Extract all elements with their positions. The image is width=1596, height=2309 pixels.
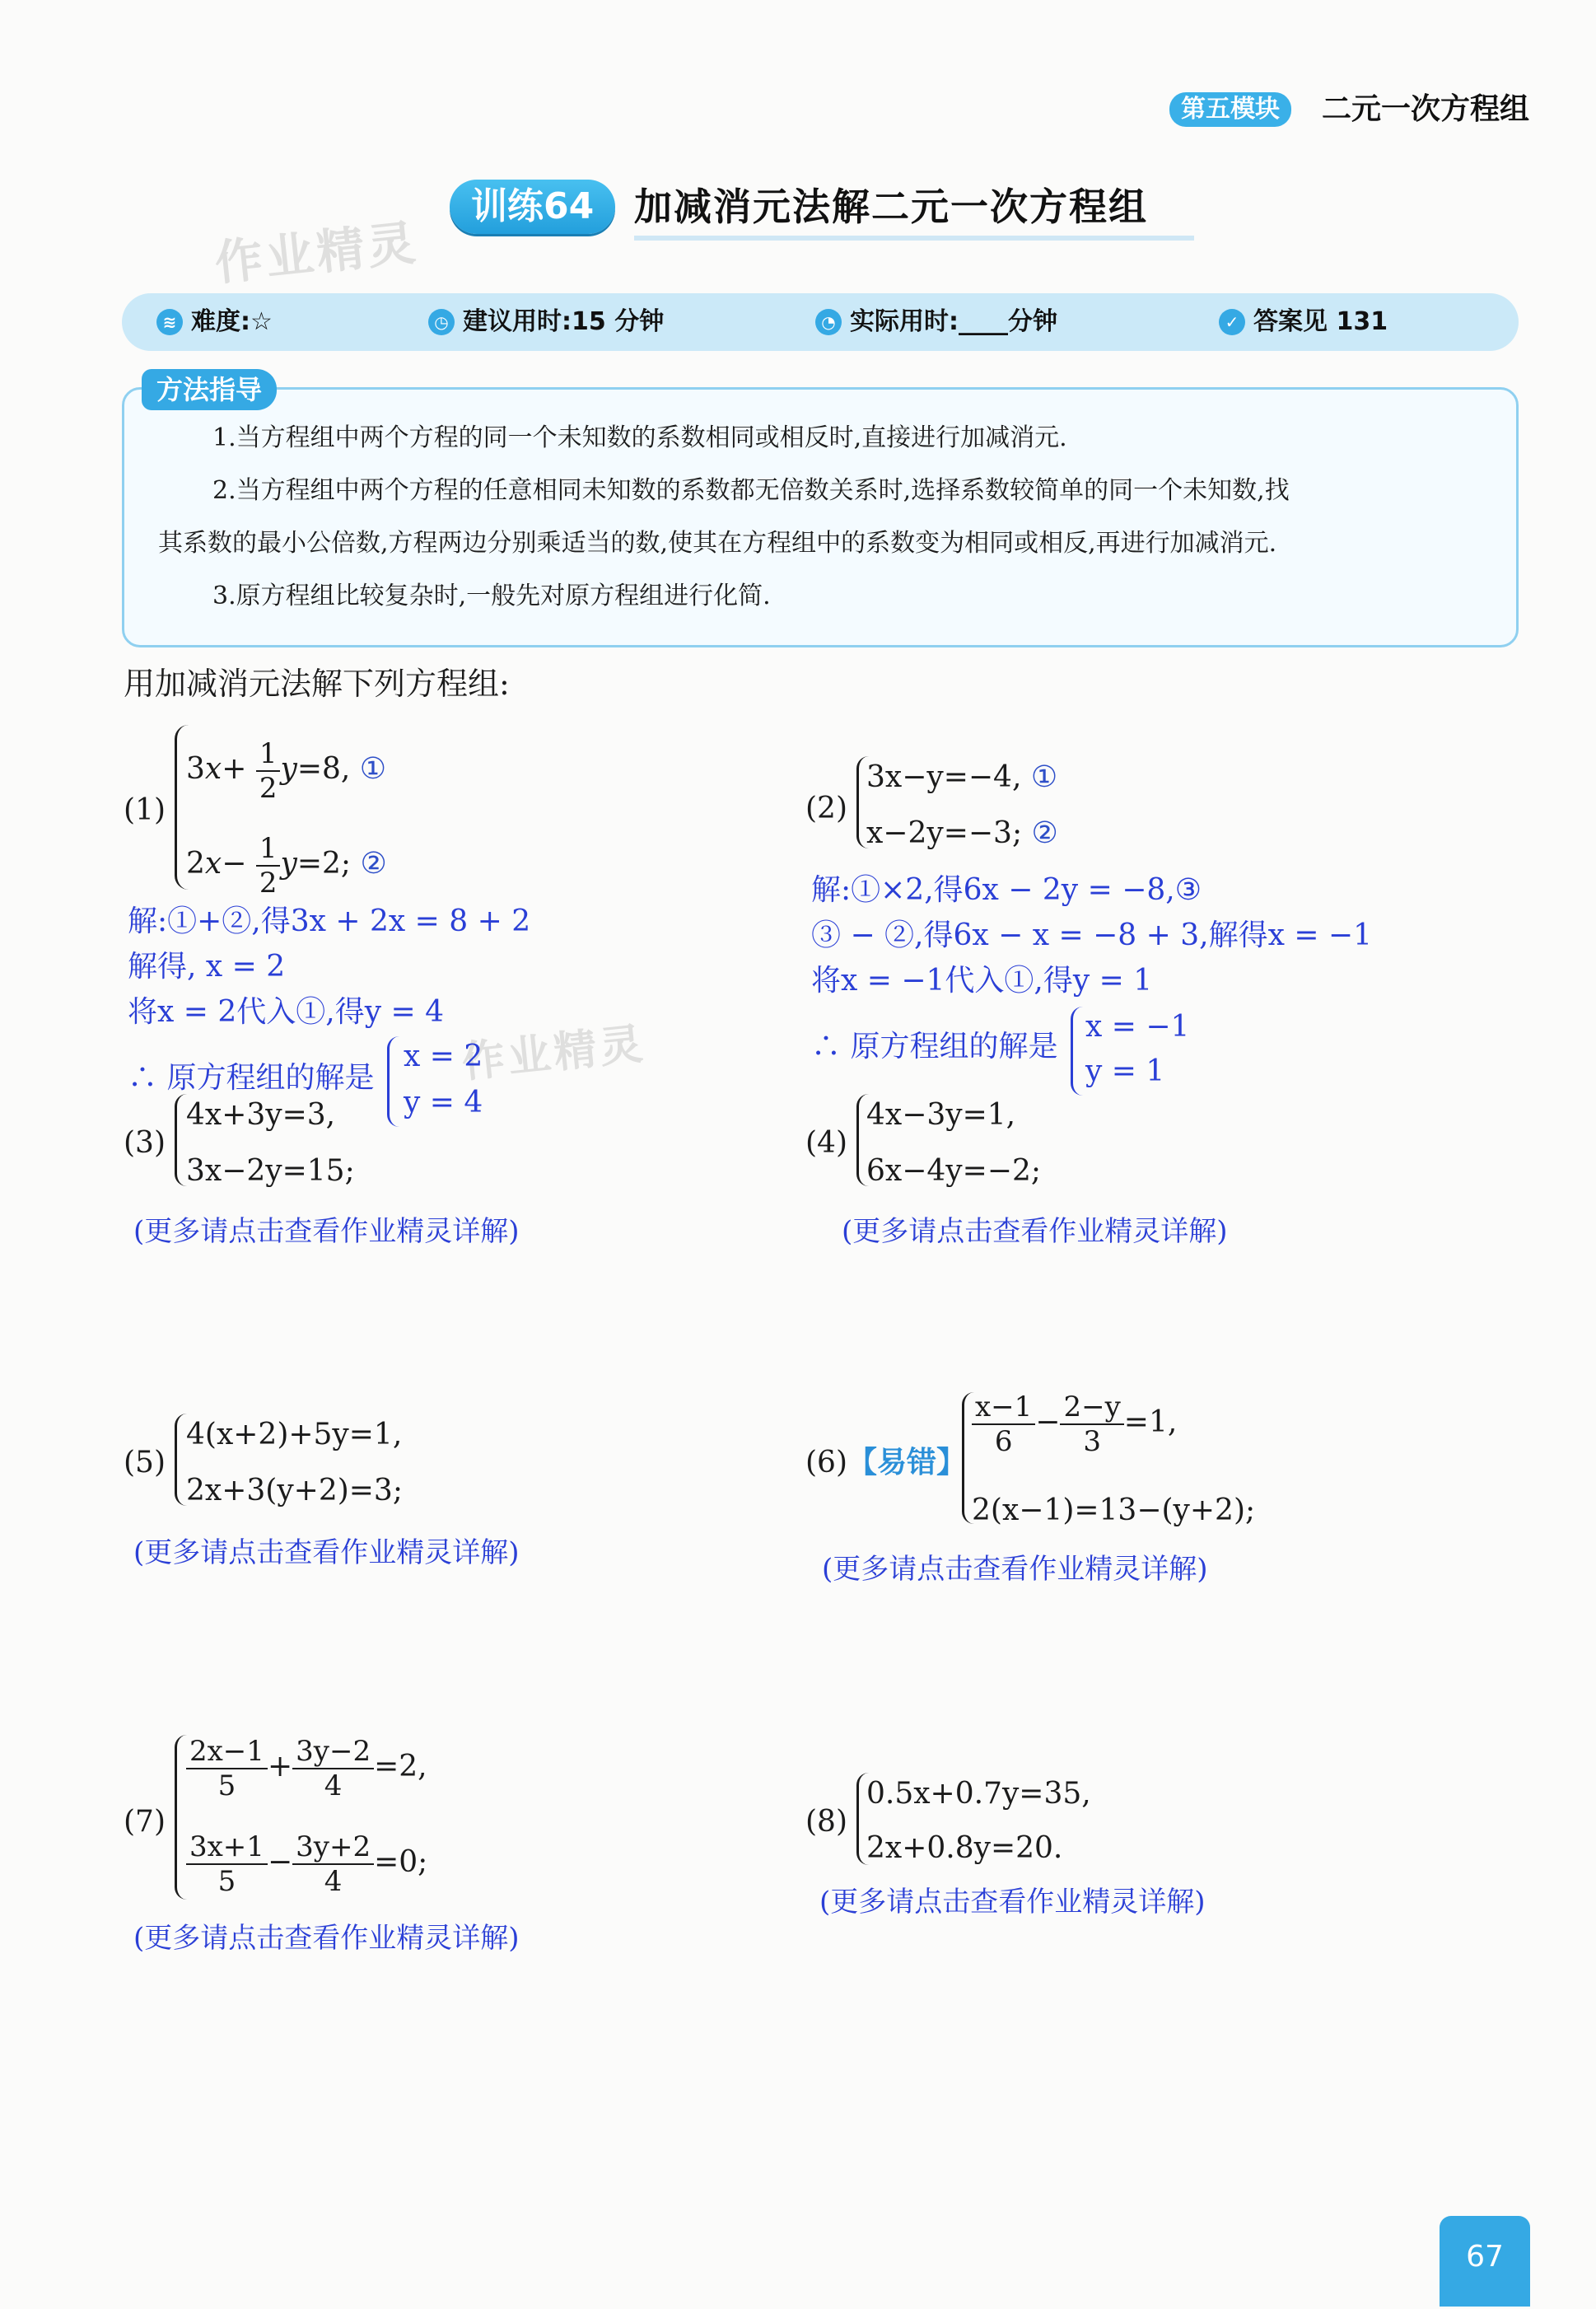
problem-1-eq2: 2x− $\frac{1}{2}$ y=2; ②	[186, 832, 387, 900]
watermark: 作业精灵	[460, 1019, 649, 1088]
problem-1-solution-2: 解得, x = 2	[128, 950, 286, 984]
problem-1-answer-brace	[387, 1036, 399, 1127]
problem-5-eq1: 4(x+2)+5y=1,	[186, 1418, 403, 1451]
problem-8-eq1: 0.5x+0.7y=35,	[866, 1777, 1091, 1811]
problem-7-label: (7)	[124, 1805, 166, 1839]
problem-7-more-link[interactable]: (更多请点击查看作业精灵详解)	[133, 1922, 520, 1955]
problem-3-label: (3)	[124, 1126, 166, 1160]
actual-time: ◔ 实际用时:____分钟	[815, 303, 1057, 341]
problem-3-brace	[175, 1094, 187, 1186]
check-icon: ✓	[1219, 309, 1245, 335]
chapter-title: 二元一次方程组	[1322, 92, 1530, 126]
problem-4-eq1: 4x−3y=1,	[866, 1098, 1016, 1132]
problem-7-brace	[175, 1735, 187, 1900]
problem-6-more-link[interactable]: (更多请点击查看作业精灵详解)	[822, 1553, 1208, 1586]
wifi-icon: ≋	[156, 309, 183, 335]
problem-8-more-link[interactable]: (更多请点击查看作业精灵详解)	[819, 1886, 1206, 1919]
problem-5-more-link[interactable]: (更多请点击查看作业精灵详解)	[133, 1536, 520, 1569]
method-line-2b: 其系数的最小公倍数,方程两边分别乘适当的数,使其在方程组中的系数变为相同或相反,再进行加减消元.	[158, 529, 1277, 558]
problem-7-eq1: $\frac{2x-1}{5}$ + $\frac{3y-2}{4}$ =2,	[186, 1735, 427, 1802]
problem-7-eq2: $\frac{3x+1}{5}$ − $\frac{3y+2}{4}$ =0;	[186, 1830, 427, 1898]
problem-2-eq1: 3x−y=−4, ①	[866, 760, 1058, 794]
problem-3-more-link[interactable]: (更多请点击查看作业精灵详解)	[133, 1215, 520, 1248]
problem-4-label: (4)	[805, 1126, 847, 1160]
problem-5-brace	[175, 1414, 187, 1506]
problem-6-label: (6)【易错】	[805, 1446, 967, 1479]
method-tag: 方法指导	[142, 369, 277, 410]
problem-1-solution-1: 解:①+②,得3x + 2x = 8 + 2	[128, 904, 531, 938]
problem-1-eq1: 3x+ $\frac{1}{2}$ y=8, ①	[186, 737, 387, 805]
problem-2-label: (2)	[805, 792, 847, 825]
problem-3-eq1: 4x+3y=3,	[186, 1098, 336, 1132]
problem-1-answer-y: y = 4	[404, 1086, 483, 1119]
lesson-badge: 训练64	[450, 180, 615, 234]
problem-8-label: (8)	[805, 1805, 847, 1839]
instruction: 用加减消元法解下列方程组:	[124, 666, 510, 702]
lesson-title: 加减消元法解二元一次方程组	[634, 185, 1148, 229]
watermark: 作业精灵	[212, 214, 422, 292]
method-line-3: 3.原方程组比较复杂时,一般先对原方程组进行化简.	[212, 582, 771, 610]
method-line-2a: 2.当方程组中两个方程的任意相同未知数的系数都无倍数关系时,选择系数较简单的同一个未知数,找	[212, 476, 1290, 505]
problem-2-answer-y: y = 1	[1085, 1054, 1165, 1088]
alarm-clock-icon: ◷	[428, 309, 455, 335]
problem-2-solution-1: 解:①×2,得6x − 2y = −8,③	[811, 873, 1202, 907]
problem-2-solution-2: ③ − ②,得6x − x = −8 + 3,解得x = −1	[811, 918, 1372, 952]
page-number: 67	[1440, 2216, 1530, 2307]
problem-6-eq1: $\frac{x-1}{6}$ − $\frac{2-y}{3}$ =1,	[972, 1391, 1177, 1458]
problem-8-eq2: 2x+0.8y=20.	[866, 1831, 1063, 1865]
answer-reference: ✓ 答案见 131	[1219, 303, 1388, 341]
problem-2-answer-x: x = −1	[1085, 1010, 1190, 1044]
method-line-1: 1.当方程组中两个方程的同一个未知数的系数相同或相反时,直接进行加减消元.	[212, 423, 1067, 452]
problem-2-solution-4: ∴ 原方程组的解是	[811, 1030, 1058, 1063]
problem-4-more-link[interactable]: (更多请点击查看作业精灵详解)	[842, 1215, 1228, 1248]
problem-5-label: (5)	[124, 1446, 166, 1479]
problem-1-label: (1)	[124, 793, 166, 827]
suggested-time: ◷ 建议用时:15 分钟	[428, 303, 664, 341]
title-underline	[634, 236, 1194, 241]
timer-icon: ◔	[815, 309, 842, 335]
problem-4-eq2: 6x−4y=−2;	[866, 1154, 1041, 1188]
module-tag: 第五模块	[1169, 92, 1291, 127]
problem-2-eq2: x−2y=−3; ②	[866, 816, 1058, 850]
problem-1-solution-3: 将x = 2代入①,得y = 4	[128, 995, 444, 1029]
problem-3-eq2: 3x−2y=15;	[186, 1154, 355, 1188]
problem-1-solution-4: ∴ 原方程组的解是	[128, 1061, 375, 1095]
error-prone-tag: 【易错】	[847, 1446, 967, 1479]
difficulty: ≋ 难度:☆	[156, 303, 273, 341]
problem-6-eq2: 2(x−1)=13−(y+2);	[972, 1493, 1256, 1527]
problem-2-answer-brace	[1071, 1007, 1083, 1096]
problem-5-eq2: 2x+3(y+2)=3;	[186, 1474, 403, 1507]
problem-2-solution-3: 将x = −1代入①,得y = 1	[811, 964, 1153, 998]
problem-1-answer-x: x = 2	[404, 1040, 483, 1073]
